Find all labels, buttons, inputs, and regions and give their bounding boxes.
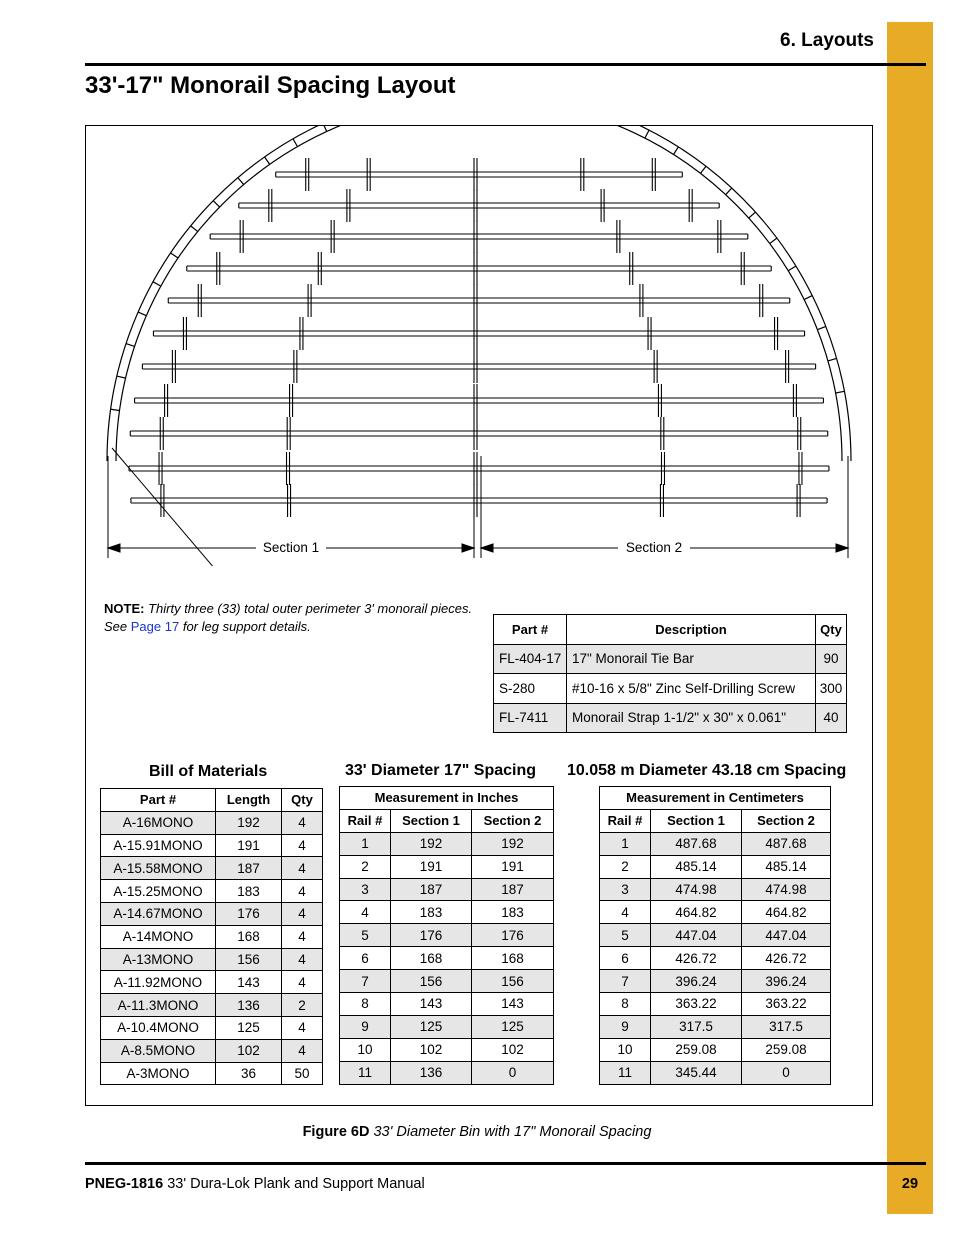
table-cell: 10	[600, 1038, 651, 1061]
table-cell: 9	[600, 1015, 651, 1038]
table-cell: A-14.67MONO	[101, 902, 216, 925]
table-cell: 183	[216, 880, 282, 903]
table-cell: 90	[816, 644, 847, 674]
table-cell: 8	[340, 993, 391, 1016]
table-cell: 156	[472, 970, 554, 993]
table-cell: 187	[391, 878, 472, 901]
table-cell: 125	[391, 1015, 472, 1038]
table-cell: 464.82	[651, 901, 742, 924]
table-cell: A-16MONO	[101, 811, 216, 834]
table-cell: 3	[600, 878, 651, 901]
table-cell: A-14MONO	[101, 925, 216, 948]
table-cell: 143	[472, 993, 554, 1016]
spacing-in-col-rail: Rail #	[340, 809, 391, 832]
table-cell: 485.14	[651, 855, 742, 878]
table-cell: 4	[282, 1039, 323, 1062]
section1-label: Section 1	[262, 540, 320, 555]
table-cell: 6	[600, 947, 651, 970]
perimeter-segment-tick	[111, 409, 120, 410]
table-row	[340, 832, 554, 855]
table-cell: 7	[340, 970, 391, 993]
table-cell: 192	[216, 811, 282, 834]
table-cell: 474.98	[651, 878, 742, 901]
table-cell: 176	[391, 924, 472, 947]
diagram-note	[104, 600, 474, 636]
page-number: 29	[901, 1176, 919, 1192]
spacing-cm-table	[599, 786, 831, 1085]
table-row	[340, 855, 554, 878]
table-cell: 11	[340, 1061, 391, 1084]
table-row	[340, 970, 554, 993]
table-cell: 396.24	[742, 970, 831, 993]
table-cell: FL-404-17	[494, 644, 567, 674]
header-rule	[85, 63, 926, 66]
spacing-cm-col-rail: Rail #	[600, 809, 651, 832]
perimeter-segment-tick	[674, 147, 679, 155]
table-row	[101, 811, 323, 834]
table-cell: 426.72	[742, 947, 831, 970]
table-cell: 487.68	[742, 832, 831, 855]
bom-col-qty: Qty	[282, 789, 323, 812]
table-row	[600, 1038, 831, 1061]
perimeter-segment-tick	[836, 391, 845, 393]
table-row	[600, 855, 831, 878]
doc-id: PNEG-1816	[85, 1176, 164, 1192]
table-cell: 4	[282, 902, 323, 925]
table-cell: A-8.5MONO	[101, 1039, 216, 1062]
table-cell: A-11.92MONO	[101, 971, 216, 994]
spacing-in-col-section2: Section 2	[472, 809, 554, 832]
table-row	[101, 971, 323, 994]
table-cell: 345.44	[651, 1061, 742, 1084]
table-cell: 183	[391, 901, 472, 924]
table-cell: S-280	[494, 674, 567, 704]
table-row	[101, 948, 323, 971]
perimeter-segment-tick	[645, 130, 649, 138]
table-row	[101, 880, 323, 903]
perimeter-segment-tick	[817, 326, 825, 329]
dimension-arrowhead	[462, 544, 474, 552]
table-cell: 191	[216, 834, 282, 857]
spacing-cm-group: Measurement in Centimeters	[600, 787, 831, 810]
table-cell: 168	[391, 947, 472, 970]
perimeter-segment-tick	[153, 282, 161, 286]
table-row	[600, 993, 831, 1016]
parts-col-qty: Qty	[816, 615, 847, 645]
table-cell: 168	[472, 947, 554, 970]
table-cell: 1	[600, 832, 651, 855]
table-row	[600, 924, 831, 947]
perimeter-segment-tick	[804, 296, 812, 300]
table-row	[340, 901, 554, 924]
section2-label: Section 2	[625, 540, 683, 555]
perimeter-segment-tick	[191, 226, 198, 232]
table-row	[494, 644, 847, 674]
table-cell: 447.04	[742, 924, 831, 947]
table-cell: A-11.3MONO	[101, 994, 216, 1017]
table-row	[340, 993, 554, 1016]
table-cell: A-3MONO	[101, 1062, 216, 1085]
footer	[85, 1176, 425, 1192]
table-cell: A-15.91MONO	[101, 834, 216, 857]
note-text-after: for leg support details.	[182, 619, 311, 634]
table-cell: Monorail Strap 1-1/2" x 30" x 0.061"	[567, 703, 816, 733]
figure-label: Figure 6D	[302, 1124, 370, 1140]
table-cell: 17" Monorail Tie Bar	[567, 644, 816, 674]
table-row	[494, 674, 847, 704]
table-row	[101, 902, 323, 925]
table-cell: 102	[391, 1038, 472, 1061]
chapter-tab	[887, 22, 933, 1214]
table-cell: 8	[600, 993, 651, 1016]
table-cell: 40	[816, 703, 847, 733]
table-row	[600, 832, 831, 855]
table-cell: FL-7411	[494, 703, 567, 733]
table-cell: 143	[216, 971, 282, 994]
table-cell: 156	[391, 970, 472, 993]
monorail-layout-diagram	[86, 126, 872, 566]
table-cell: 187	[216, 857, 282, 880]
perimeter-segment-tick	[171, 253, 178, 258]
table-cell: 5	[340, 924, 391, 947]
bom-table	[100, 788, 323, 1085]
table-row	[340, 947, 554, 970]
page-17-link[interactable]: Page 17	[130, 619, 180, 634]
table-cell: A-15.58MONO	[101, 857, 216, 880]
parts-table	[493, 614, 847, 733]
dimension-arrowhead	[481, 544, 493, 552]
note-text-before: Thirty three (33) total outer perimeter 3' monorail pieces. See	[104, 601, 473, 634]
table-cell: 4	[282, 880, 323, 903]
table-cell: 176	[216, 902, 282, 925]
table-cell: 300	[816, 674, 847, 704]
table-cell: 192	[472, 832, 554, 855]
table-row	[101, 925, 323, 948]
table-cell: 2	[600, 855, 651, 878]
figure-caption-text: 33' Diameter Bin with 17" Monorail Spacing	[373, 1124, 652, 1140]
perimeter-segment-tick	[749, 212, 756, 218]
table-row	[600, 878, 831, 901]
table-cell: 363.22	[651, 993, 742, 1016]
perimeter-segment-tick	[770, 238, 777, 243]
perimeter-segment-tick	[117, 376, 126, 378]
table-cell: 464.82	[742, 901, 831, 924]
section-title: 6. Layouts	[780, 30, 874, 51]
table-row	[101, 1062, 323, 1085]
table-cell: 4	[282, 857, 323, 880]
table-cell: 125	[472, 1015, 554, 1038]
spacing-cm-title: 10.058 m Diameter 43.18 cm Spacing	[567, 762, 847, 779]
table-cell: 102	[216, 1039, 282, 1062]
table-cell: 7	[600, 970, 651, 993]
table-cell: 6	[340, 947, 391, 970]
bom-col-part: Part #	[101, 789, 216, 812]
perimeter-segment-tick	[323, 126, 327, 131]
table-cell: 317.5	[651, 1015, 742, 1038]
table-cell: 426.72	[651, 947, 742, 970]
table-cell: 4	[282, 834, 323, 857]
spacing-in-group: Measurement in Inches	[340, 787, 554, 810]
perimeter-monorail-arc	[116, 126, 842, 461]
table-cell: 4	[282, 971, 323, 994]
table-cell: 474.98	[742, 878, 831, 901]
table-row	[600, 1061, 831, 1084]
dimension-arrowhead	[836, 544, 848, 552]
table-cell: 125	[216, 1016, 282, 1039]
parts-col-part: Part #	[494, 615, 567, 645]
table-cell: 259.08	[651, 1038, 742, 1061]
table-cell: 136	[216, 994, 282, 1017]
table-cell: 4	[282, 811, 323, 834]
figure-caption	[0, 1124, 954, 1140]
footer-rule	[85, 1162, 926, 1165]
table-cell: 4	[600, 901, 651, 924]
perimeter-segment-tick	[700, 166, 705, 173]
table-row	[340, 1061, 554, 1084]
perimeter-segment-tick	[726, 188, 732, 195]
table-cell: 363.22	[742, 993, 831, 1016]
table-cell: 447.04	[651, 924, 742, 947]
table-cell: 2	[282, 994, 323, 1017]
table-cell: 50	[282, 1062, 323, 1085]
bin-outer-arc	[107, 126, 851, 461]
table-cell: A-10.4MONO	[101, 1016, 216, 1039]
perimeter-segment-tick	[213, 201, 219, 207]
spacing-cm-col-section2: Section 2	[742, 809, 831, 832]
table-row	[340, 1015, 554, 1038]
table-cell: 317.5	[742, 1015, 831, 1038]
table-cell: 0	[472, 1061, 554, 1084]
perimeter-segment-tick	[126, 344, 135, 347]
perimeter-segment-tick	[265, 157, 270, 164]
table-row	[101, 857, 323, 880]
table-row	[101, 834, 323, 857]
table-row	[600, 1015, 831, 1038]
table-cell: 143	[391, 993, 472, 1016]
table-cell: 191	[391, 855, 472, 878]
table-cell: 4	[282, 948, 323, 971]
table-row	[101, 994, 323, 1017]
table-cell: 4	[282, 1016, 323, 1039]
table-cell: 136	[391, 1061, 472, 1084]
table-cell: 3	[340, 878, 391, 901]
bom-col-length: Length	[216, 789, 282, 812]
table-row	[600, 970, 831, 993]
perimeter-segment-tick	[788, 266, 796, 271]
perimeter-segment-tick	[238, 178, 244, 185]
table-cell: 192	[391, 832, 472, 855]
table-cell: 259.08	[742, 1038, 831, 1061]
table-cell: 191	[472, 855, 554, 878]
table-cell: 176	[472, 924, 554, 947]
spacing-cm-col-section1: Section 1	[651, 809, 742, 832]
table-row	[600, 901, 831, 924]
table-row	[340, 924, 554, 947]
table-cell: 10	[340, 1038, 391, 1061]
table-row	[340, 1038, 554, 1061]
table-row	[340, 878, 554, 901]
table-cell: 168	[216, 925, 282, 948]
table-cell: 485.14	[742, 855, 831, 878]
table-cell: 0	[742, 1061, 831, 1084]
table-cell: A-15.25MONO	[101, 880, 216, 903]
dimension-arrowhead	[108, 544, 120, 552]
bom-title: Bill of Materials	[149, 763, 268, 780]
doc-title: 33' Dura-Lok Plank and Support Manual	[167, 1176, 425, 1192]
table-cell: 187	[472, 878, 554, 901]
table-cell: 396.24	[651, 970, 742, 993]
table-cell: #10-16 x 5/8" Zinc Self-Drilling Screw	[567, 674, 816, 704]
table-cell: 4	[340, 901, 391, 924]
table-cell: 5	[600, 924, 651, 947]
table-cell: 1	[340, 832, 391, 855]
table-cell: 487.68	[651, 832, 742, 855]
table-row	[600, 947, 831, 970]
table-cell: A-13MONO	[101, 948, 216, 971]
table-cell: 102	[472, 1038, 554, 1061]
spacing-in-title: 33' Diameter 17" Spacing	[345, 762, 537, 779]
table-cell: 9	[340, 1015, 391, 1038]
table-cell: 156	[216, 948, 282, 971]
perimeter-segment-tick	[828, 358, 837, 360]
table-row	[494, 703, 847, 733]
spacing-inches-table	[339, 786, 554, 1085]
table-cell: 4	[282, 925, 323, 948]
spacing-in-col-section1: Section 1	[391, 809, 472, 832]
table-cell: 2	[340, 855, 391, 878]
table-cell: 11	[600, 1061, 651, 1084]
table-cell: 183	[472, 901, 554, 924]
table-row	[101, 1039, 323, 1062]
table-cell: 36	[216, 1062, 282, 1085]
note-label: NOTE:	[104, 601, 145, 616]
perimeter-segment-tick	[293, 139, 298, 147]
parts-col-description: Description	[567, 615, 816, 645]
table-row	[101, 1016, 323, 1039]
perimeter-segment-tick	[138, 312, 146, 316]
page-title: 33'-17" Monorail Spacing Layout	[85, 72, 456, 99]
